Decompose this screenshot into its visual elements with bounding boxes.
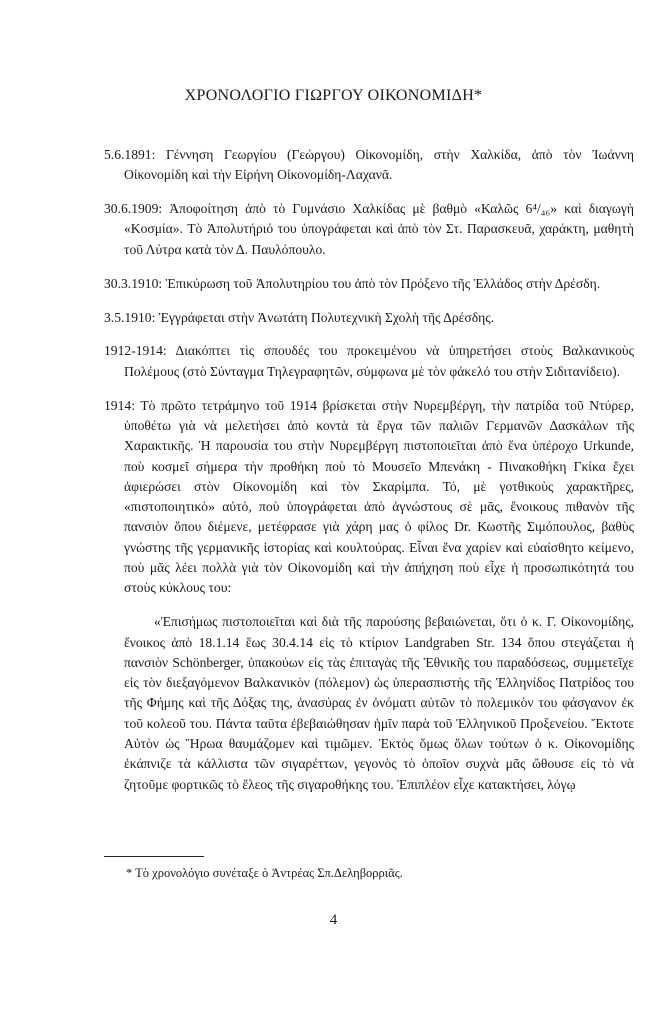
footnote-divider [104, 856, 204, 857]
chronology-entry [104, 199, 634, 260]
entry-date: 30.3.1910: [104, 275, 163, 291]
entry-text: Ἐπικύρωση τοῦ Ἀπολυτηρίου του ἀπὸ τὸν Πρόξενο τῆς Ἑλλάδος στὴν Δρέσδη. [162, 275, 601, 291]
entry-date: 30.6.1909: [104, 201, 163, 217]
chronology-entry [104, 145, 634, 186]
entry-date: 5.6.1891: [104, 147, 156, 162]
page-number: 4 [329, 912, 338, 928]
footnote: * Τὸ χρονολόγιο συνέταξε ὁ Ἀντρέας Σπ.Δεληβορριᾶς. [126, 866, 403, 880]
entry-text: Τὸ πρῶτο τετράμηνο τοῦ 1914 βρίσκεται στὴν Νυρεμβέργη, τὴν πατρίδα τοῦ Ντύρερ, ὑποθέτω γιὰ νὰ μελετήσει ἀπὸ κοντὰ τὰ ἔργα τῶν παλιῶν Γερμανῶν Δασκάλων τῆς Χαρακτικῆς. Ἡ παρουσία του στὴν Νυρεμβέργη πιστοποιεῖται ἀπὸ ἕνα ὑπέροχο Urkunde, ποὺ κοσμεῖ σήμερα τὴν προθήκη ποὺ τὸ Μουσεῖο Μπενάκη - Πινακοθήκη Γκίκα ἔχει ἀφιερώσει στὸν Οἰκονομίδη καὶ τὸν Σκαρίμπα. Τό, μὲ γοτθικοὺς χαρακτῆρες, «πιστοποιητικὸ» αὐτό, ποὺ ὑπογράφεται ἀπὸ ἀγνώστους σὲ μᾶς, ἔνοικους πιθανὸν τῆς πανσιὸν ὅπου διέμενε, μετέφρασε γιὰ χάρη μας ὁ φίλος Dr. Κωστῆς Σιμόπουλος, βαθὺς γνώστης τῆς γερμανικῆς ἱστορίας καὶ κουλτούρας. Εἶναι ἕνα χαρίεν καὶ εὐαίσθητο κείμενο, ποὺ μᾶς λέει πολλὰ γιὰ τὸν Οἰκονομίδη καὶ τὴν ἀπήχηση ποὺ εἶχε ἡ προσωπικότητά του στοὺς κύκλους του: [124, 397, 634, 596]
entry-date: 3.5.1910: [104, 309, 156, 325]
chronology-entry [104, 341, 634, 382]
entry-date: 1914: [104, 397, 135, 413]
chronology-entry [104, 308, 634, 328]
entry-text: Διακόπτει τὶς σπουδές του προκειμένου νὰ ὑπηρετήσει στοὺς Βαλκανικοὺς Πολέμους (στὸ Σύνταγμα Τηλεγραφητῶν, σύμφωνα μὲ τὸν φάκελό του στὴν Σιδιτανίδειο). [124, 343, 634, 379]
entry-date: 1912-1914: [104, 343, 167, 359]
page-title: ΧΡΟΝΟΛΟΓΙΟ ΓΙΩΡΓΟΥ ΟΙΚΟΝΟΜΙΔΗ* [184, 87, 483, 104]
chronology-entry [104, 396, 634, 599]
chronology-list [104, 145, 634, 808]
entry-text: Ἀποφοίτηση ἀπὸ τὸ Γυμνάσιο Χαλκίδας μὲ βαθμὸ «Καλῶς 6⁴/₄₆» καὶ διαγωγὴ «Κοσμία». Τὸ Ἀπολυτήριό του ὑπογράφεται καὶ ἀπὸ τὸν Στ. Παρασκευᾶ, χαράκτη, μαθητὴ τοῦ Λύτρα κατὰ τὸν Δ. Παυλόπουλο. [124, 201, 634, 257]
entry-text: Ἐγγράφεται στὴν Ἀνωτάτη Πολυτεχνικὴ Σχολὴ τῆς Δρέσδης. [155, 309, 495, 325]
entry-text: Γέννηση Γεωργίου (Γεώργου) Οἰκονομίδη, στὴν Χαλκίδα, ἀπὸ τὸν Ἰωάννη Οἰκονομίδη καὶ τὴν Εἰρήνη Οἰκονομίδη-Λαχανᾶ. [124, 147, 634, 183]
quoted-certificate: «Ἐπισήμως πιστοποιεῖται καὶ διὰ τῆς παρούσης βεβαιώνεται, ὅτι ὁ κ. Γ. Οἰκονομίδης, ἔνοικος ἀπὸ 18.1.14 ἕως 30.4.14 εἰς τὸ κτίριον Landgraben Str. 134 ὅπου στεγάζεται ἡ πανσιὸν Schönberger, ὑπακούων εἰς τὰς ἐπιταγὰς τῆς Ἐθνικῆς του παραδόσεως, συμμετεῖχε εἰς τὸν διεξαγόμενον Βαλκανικὸν (πόλεμον) ὡς ὑπερασπιστὴς τῆς Ἑλληνίδος Πατρίδος του τῆς Φήμης καὶ τῆς Δόξας της, ἀνασύρας ἐν ὀνόματι αὐτῶν τὸ πολεμικὸν του φάσγανον ἐκ τοῦ κολεοῦ του. Πάντα ταῦτα ἐβεβαιώθησαν ἡμῖν παρὰ τοῦ Ἑλληνικοῦ Προξενείου. Ἔκτοτε Αὐτὸν ὡς Ἥρωα θαυμάζομεν καὶ τιμῶμεν. Ἐκτὸς ὅμως ὅλων τούτων ὁ κ. Οἰκονομίδης ἐκάπνιζε τὰ κάλλιστα τῶν σιγαρέττων, γεγονὸς τὸ ὁποῖον συχνὰ μᾶς ὤθουσε εἰς τὸ νὰ ζητοῦμε φορτικῶς τὸ ἔλεος τῆς σιγαροθήκης του. Ἐπιπλέον εἶχε κατακτήσει, λόγῳ [124, 614, 634, 792]
chronology-entry [104, 274, 634, 294]
